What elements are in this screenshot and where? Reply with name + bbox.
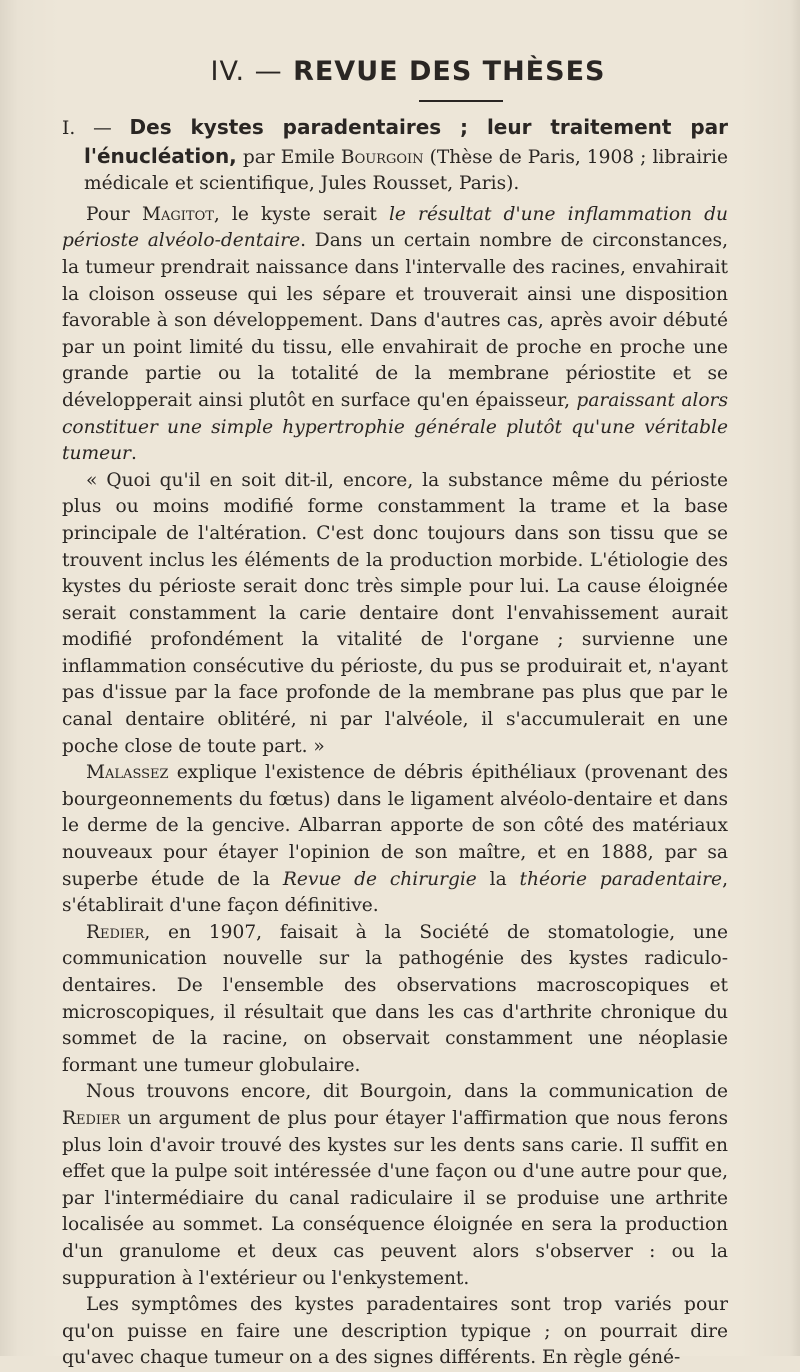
p3-text-a: explique l'existence de débris épithéliaux (provenant des bourgeonnements du fœtus) dans le ligament alvéolo-dentaire et dans le derme de la gencive. Albarran apporte de son côté des matériaux nouveaux pour étayer l'opinion de son maître, et en 1888, par sa superbe étude de la <box>62 762 728 890</box>
section-number: IV. — <box>210 56 283 87</box>
p1-text-a: Pour <box>86 203 130 225</box>
thesis-entry <box>62 114 728 198</box>
p1-quote-2: paraissant alors constituer une simple hypertrophie générale plutôt qu'une véritable tumeur <box>62 389 728 465</box>
entry-title: Des kystes paradentaires ; leur traitement par l'énucléation, <box>84 115 729 168</box>
p4-text-a: , en 1907, faisait à la Société de stomatologie, une communication nouvelle sur la pathogénie des kystes radiculo-dentaires. De l'ensemble des observations macroscopiques et microscopiques, il résultait que dans les cas d'arthrite chronique du sommet de la racine, on observait constamment une néoplasie formant une tumeur globulaire. <box>62 921 728 1076</box>
p3-text-c: , s'établirait d'une façon définitive. <box>62 868 728 917</box>
p1-author: Magitot <box>141 203 214 225</box>
paragraph-symptoms: Les symptômes des kystes paradentaires sont trop variés pour qu'on puisse en faire une description typique ; on pourrait dire qu'avec chaque tumeur on a des signes différents. En règle géné- <box>62 1294 728 1369</box>
p5-author: Redier <box>62 1107 121 1129</box>
p5-text-b: un argument de plus pour étayer l'affirmation que nous ferons plus loin d'avoir trouvé des kystes sur les dents sans carie. Il suffit en effet que la pulpe soit intéressée d'une façon ou d'une autre pour que, par l'intermédiaire du canal radiculaire il se produise une arthrite localisée au sommet. La conséquence éloignée en sera la production d'un granulome et deux cas peuvent alors s'observer : ou la suppuration à l'extérieur ou l'enkystement. <box>62 1107 728 1289</box>
entry-author: Bourgoin <box>340 146 424 168</box>
paragraph-malassez <box>62 760 728 920</box>
p1-quote-1: le résultat d'une inflammation du périoste alvéolo-dentaire <box>62 203 728 252</box>
p1-text-d: . <box>130 443 137 465</box>
p5-text-a: Nous trouvons encore, dit Bourgoin, dans la communication de <box>86 1081 728 1103</box>
entry-label: I. — <box>62 118 112 139</box>
p1-text-c: . Dans un certain nombre de circonstances, la tumeur prendrait naissance dans l'intervalle des racines, envahirait la cloison osseuse qui les sépare et trouverait ainsi une disposition favorable à son développement. Dans d'autres cas, après avoir débuté par un point limité du tissu, elle envahirait de proche en proche une grande partie ou la totalité de la membrane périostite et se développerait ainsi plutôt en surface qu'en épaisseur, <box>62 230 728 411</box>
section-heading <box>62 56 728 87</box>
paragraph-bourgoin <box>62 1079 728 1292</box>
heading-rule <box>419 100 503 102</box>
section-title: REVUE DES THÈSES <box>293 56 606 87</box>
p3-text-b: la <box>489 868 507 890</box>
p3-journal: Revue de chirurgie <box>282 868 477 890</box>
p1-text-b: , le kyste serait <box>213 203 377 225</box>
paragraph-magitot <box>62 202 728 468</box>
p4-author: Redier <box>86 921 145 943</box>
p3-theory: théorie paradentaire <box>519 868 723 890</box>
paragraph-redier <box>62 920 728 1080</box>
paragraph-quote: « Quoi qu'il en soit dit-il, encore, la substance même du périoste plus ou moins modifié forme constamment la trame et la base principale de l'altération. C'est donc toujours dans son tissu que se trouvent inclus les éléments de la production morbide. L'étiologie des kystes du périoste serait donc très simple pour lui. La cause éloignée serait constamment la carie dentaire dont l'envahissement aurait modifié profondément la vitalité de l'organe ; survienne une inflammation consécutive du périoste, du pus se produirait et, n'ayant pas d'issue par la face profonde de la membrane pas plus que par le canal dentaire oblitéré, ni par l'alvéole, il s'accumulerait en une poche close de toute part. » <box>62 469 728 757</box>
p3-author: Malassez <box>86 762 169 784</box>
entry-by: par Emile <box>242 146 335 168</box>
entry-citation: (Thèse de Paris, 1908 ; librairie médicale et scientifique, Jules Rousset, Paris). <box>84 146 729 195</box>
